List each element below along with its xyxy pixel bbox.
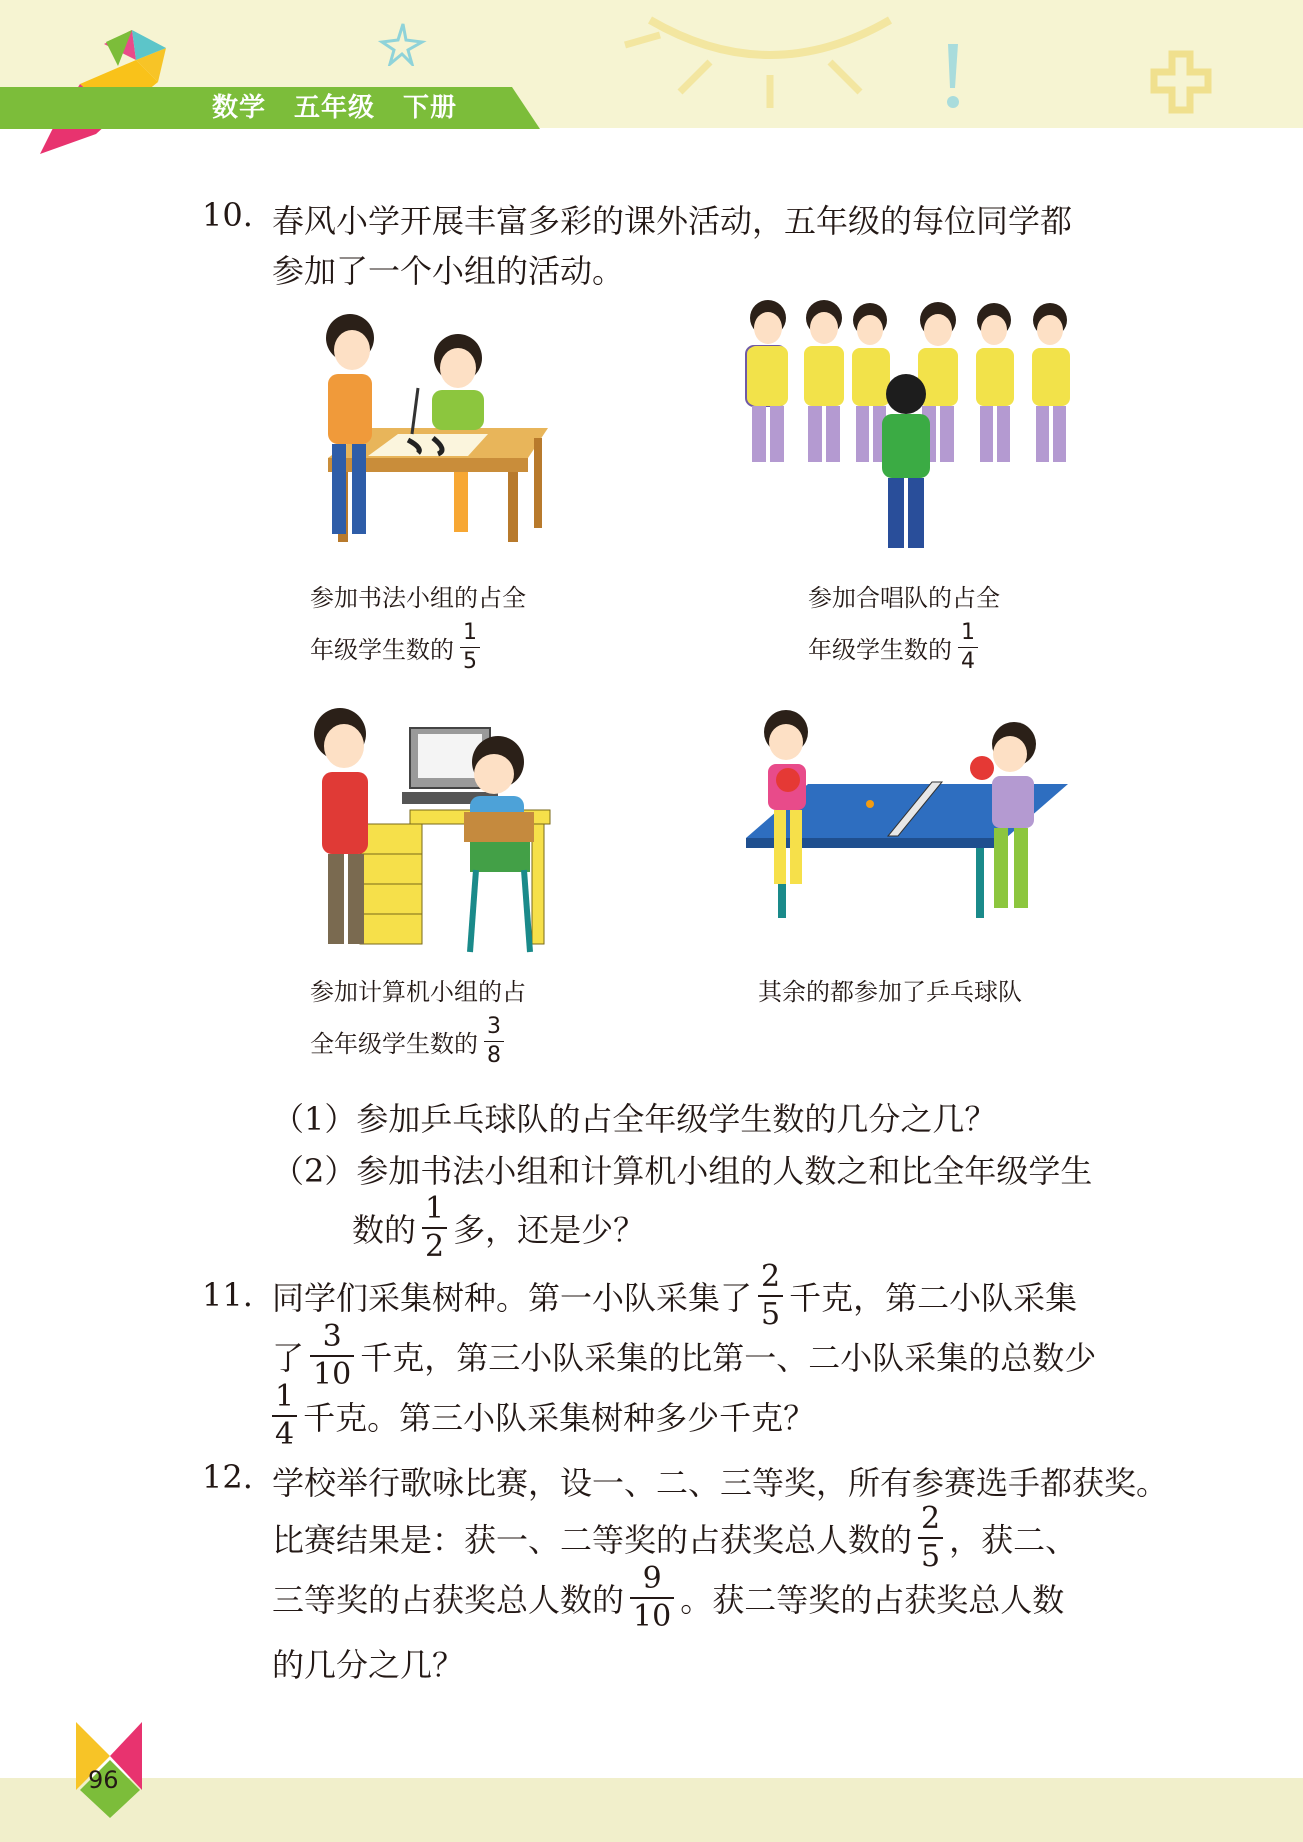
question-number: 12. — [202, 1458, 253, 1496]
choir-caption-fraction-line — [808, 622, 984, 673]
fraction — [272, 1379, 297, 1452]
denominator: 10 — [310, 1355, 354, 1390]
numerator: 1 — [425, 1191, 445, 1226]
question-text: 的几分之几？ — [272, 1646, 465, 1684]
denominator: 4 — [958, 647, 978, 673]
calligraphy-caption-fraction-line — [310, 622, 486, 673]
question-text: 学校举行歌咏比赛，设一、二、三等奖，所有参赛选手都获奖。 — [272, 1464, 1169, 1502]
exclamation-doodle-icon — [938, 40, 968, 112]
pingpong-caption: 其余的都参加了乒乓球队 — [758, 978, 1022, 1006]
caption-text: 全年级学生数的 — [310, 1030, 478, 1058]
text: 千克，第三小队采集的比第一、二小队采集的总数少 — [360, 1339, 1097, 1377]
plus-doodle-icon — [1148, 48, 1214, 118]
text: ，获二、 — [949, 1521, 1078, 1559]
text: 同学们采集树种。第一小队采集了 — [272, 1279, 753, 1317]
numerator: 1 — [961, 620, 975, 645]
text: 多，还是少？ — [453, 1211, 646, 1249]
grade-label: 五年级 — [294, 93, 376, 123]
numerator: 1 — [275, 1379, 295, 1414]
question-number: 11. — [202, 1276, 253, 1314]
fraction — [958, 622, 978, 673]
question-text — [272, 1501, 1078, 1574]
volume-label: 下册 — [403, 93, 458, 123]
fraction — [758, 1259, 783, 1332]
computer-illustration — [310, 700, 560, 962]
text: 了 — [272, 1339, 305, 1377]
choir-caption: 参加合唱队的占全 — [808, 584, 1000, 612]
star-doodle-icon — [378, 20, 428, 66]
denominator: 5 — [758, 1295, 783, 1330]
question-text — [272, 1319, 1097, 1392]
question-text — [266, 1379, 816, 1452]
numerator: 2 — [761, 1259, 781, 1294]
caption-text: 年级学生数的 — [310, 636, 454, 664]
numerator: 3 — [322, 1319, 342, 1354]
denominator: 2 — [422, 1227, 447, 1262]
computer-caption-fraction-line — [310, 1016, 510, 1067]
question-text: 春风小学开展丰富多彩的课外活动，五年级的每位同学都 — [272, 202, 1073, 240]
fraction — [484, 1016, 504, 1067]
denominator: 4 — [272, 1415, 297, 1450]
question-text — [272, 1561, 1065, 1634]
sub-question-2: （2）参加书法小组和计算机小组的人数之和比全年级学生 — [272, 1152, 1093, 1190]
denominator: 5 — [460, 647, 480, 673]
text: 三等奖的占获奖总人数的 — [272, 1581, 625, 1619]
question-text: 参加了一个小组的活动。 — [272, 252, 625, 290]
footer-background — [0, 1778, 1303, 1842]
subject-label: 数学 — [212, 93, 267, 123]
sub-question-1: （1）参加乒乓球队的占全年级学生数的几分之几？ — [272, 1100, 997, 1138]
caption-text: 年级学生数的 — [808, 636, 952, 664]
pingpong-illustration — [738, 706, 1078, 936]
text: 比赛结果是：获一、二等奖的占获奖总人数的 — [272, 1521, 913, 1559]
fraction — [918, 1501, 943, 1574]
numerator: 2 — [921, 1501, 941, 1536]
calligraphy-caption: 参加书法小组的占全 — [310, 584, 526, 612]
text: 千克，第二小队采集 — [789, 1279, 1078, 1317]
sun-decoration — [620, 0, 920, 110]
denominator: 8 — [484, 1041, 504, 1067]
numerator: 1 — [463, 620, 477, 645]
book-title — [212, 90, 485, 126]
fraction — [310, 1319, 354, 1392]
denominator: 10 — [630, 1597, 674, 1632]
fraction — [630, 1561, 674, 1634]
numerator: 9 — [642, 1561, 662, 1596]
computer-caption: 参加计算机小组的占 — [310, 978, 526, 1006]
fraction — [460, 622, 480, 673]
question-text — [272, 1259, 1078, 1332]
text: 。获二等奖的占获奖总人数 — [680, 1581, 1065, 1619]
question-number: 10. — [202, 196, 253, 234]
sub-question-2-line2 — [352, 1191, 646, 1264]
text: 千克。第三小队采集树种多少千克？ — [303, 1399, 816, 1437]
calligraphy-illustration — [308, 308, 558, 548]
page-number: 96 — [88, 1766, 119, 1794]
fraction — [422, 1191, 447, 1264]
numerator: 3 — [487, 1014, 501, 1039]
denominator: 5 — [918, 1537, 943, 1572]
choir-illustration — [740, 296, 1080, 558]
text: 数的 — [352, 1211, 417, 1249]
